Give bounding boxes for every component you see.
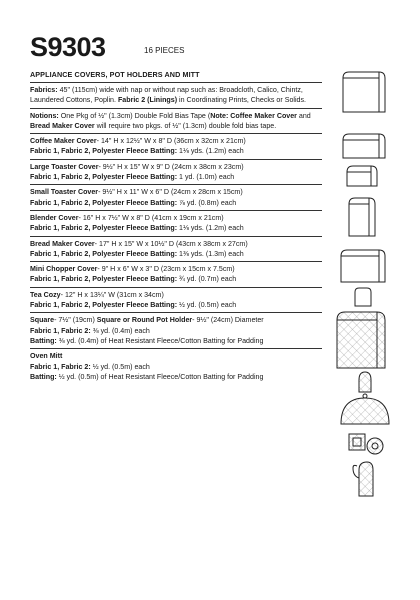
item-yardage: 1⅛ yds. (1.2m) each bbox=[177, 224, 244, 233]
item-fabric-label: Fabric 1, Fabric 2, Polyester Fleece Batting: bbox=[30, 301, 178, 310]
pot-holder-round-illustration bbox=[367, 438, 383, 454]
item-name: Mini Chopper Cover bbox=[30, 265, 98, 274]
item-name: Bread Maker Cover bbox=[30, 239, 95, 248]
item-yardage: ⅜ yd. (0.4m) each bbox=[90, 326, 150, 335]
item-yardage: ½ yd. (0.5m) each bbox=[177, 301, 237, 310]
item-name: Tea Cozy bbox=[30, 290, 61, 299]
oven-mitt-small-illustration bbox=[359, 372, 371, 392]
item-dimensions: - 17" H x 15" W x 10½" D (43cm x 38cm x 27cm) bbox=[94, 239, 248, 248]
item-dimensions: - 14" H x 12½" W x 8" D (36cm x 32cm x 21cm) bbox=[96, 137, 246, 146]
bread-maker-cover-illustration bbox=[341, 250, 385, 282]
item-batting-label: Batting: bbox=[30, 372, 57, 381]
item-fabric-label: Fabric 1, Fabric 2, Polyester Fleece Batting: bbox=[30, 173, 178, 182]
item-batting-label: Batting: bbox=[30, 336, 57, 345]
tea-cozy-illustration bbox=[341, 394, 389, 424]
fabrics-text-2: Laundered Cottons, Poplin. bbox=[30, 96, 118, 105]
item-pot-holders bbox=[30, 313, 322, 349]
item-batting: ½ yd. (0.5m) of Heat Resistant Fleece/Cotton Batting for Padding bbox=[56, 372, 264, 381]
coffee-maker-cover-illustration bbox=[343, 72, 385, 112]
item-fabric-label: Fabric 1, Fabric 2: bbox=[30, 362, 91, 371]
item-fabric-label: Fabric 1, Fabric 2, Polyester Fleece Batting: bbox=[30, 147, 178, 156]
item-dimensions-square: - 7½" (19cm) bbox=[54, 316, 97, 325]
fabrics-text-1: 45" (115cm) wide with nap or without nap such as: Broadcloth, Calico, Chintz, bbox=[57, 86, 303, 94]
pattern-header bbox=[30, 30, 390, 64]
notions-note: Note: Coffee Maker Cover bbox=[210, 111, 297, 120]
item-yardage: 1⅛ yds. (1.2m) each bbox=[177, 147, 244, 156]
fabrics-block bbox=[30, 83, 322, 109]
item-yardage: 1 yd. (1.0m) each bbox=[177, 173, 235, 182]
item-large-toaster-cover bbox=[30, 160, 322, 186]
item-name: Small Toaster Cover bbox=[30, 188, 99, 197]
quilted-cover-illustration bbox=[337, 312, 385, 368]
item-blender-cover bbox=[30, 211, 322, 237]
notions-text-1: One Pkg of ½" (1.3cm) Double Fold Bias Tape ( bbox=[58, 111, 211, 120]
item-yardage: ⅞ yd. (0.8m) each bbox=[177, 198, 237, 207]
mini-chopper-cover-illustration bbox=[355, 288, 371, 306]
item-yardage: ¾ yd. (0.7m) each bbox=[177, 275, 237, 284]
item-oven-mitt bbox=[30, 349, 322, 384]
requirements-section bbox=[30, 70, 322, 384]
large-toaster-cover-illustration bbox=[343, 134, 385, 158]
pattern-subtitle: APPLIANCE COVERS, POT HOLDERS AND MITT bbox=[30, 70, 322, 83]
item-tea-cozy bbox=[30, 288, 322, 314]
notions-text-3: will require two pkgs. of ½" (1.3cm) double fold bias tape. bbox=[94, 121, 277, 130]
notions-text-2: and bbox=[296, 111, 311, 120]
item-name: Oven Mitt bbox=[30, 352, 63, 361]
piece-count: 16 PIECES bbox=[144, 46, 185, 55]
item-dimensions: - 9½" H x 15" W x 9" D (24cm x 38cm x 23cm) bbox=[98, 162, 244, 171]
item-yardage: 1⅜ yds. (1.3m) each bbox=[177, 249, 244, 258]
item-fabric-label: Fabric 1, Fabric 2, Polyester Fleece Batting: bbox=[30, 275, 178, 284]
item-dimensions: - 9" H x 6" W x 3" D (23cm x 15cm x 7.5cm) bbox=[97, 265, 235, 274]
item-name-round: Square or Round Pot Holder bbox=[96, 316, 193, 325]
pot-holder-square-illustration bbox=[349, 434, 365, 450]
pattern-number: S9303 bbox=[30, 32, 106, 62]
item-name: Blender Cover bbox=[30, 213, 79, 222]
item-fabric-label: Fabric 1, Fabric 2, Polyester Fleece Batting: bbox=[30, 249, 178, 258]
item-fabric-label: Fabric 1, Fabric 2, Polyester Fleece Batting: bbox=[30, 198, 178, 207]
fabric-2-linings: Fabric 2 (Linings) bbox=[117, 96, 178, 105]
notions-block bbox=[30, 109, 322, 135]
item-dimensions: - 16" H x 7½" W x 8" D (41cm x 19cm x 21cm) bbox=[78, 213, 224, 222]
item-yardage: ½ yd. (0.5m) each bbox=[90, 362, 150, 371]
item-dimensions-round: - 9½" (24cm) Diameter bbox=[192, 316, 264, 325]
item-mini-chopper-cover bbox=[30, 262, 322, 288]
item-dimensions: - 12" H x 13¼" W (31cm x 34cm) bbox=[60, 290, 164, 299]
fabrics-text-3: in Coordinating Prints, Checks or Solids. bbox=[177, 96, 307, 105]
fabrics-label: Fabrics: bbox=[30, 86, 58, 94]
oven-mitt-illustration bbox=[353, 462, 373, 496]
small-toaster-cover-illustration bbox=[347, 166, 377, 186]
item-dimensions: - 9½" H x 11" W x 6" D (24cm x 28cm x 15cm) bbox=[98, 188, 243, 197]
item-name-square: Square bbox=[30, 316, 55, 325]
item-fabric-label: Fabric 1, Fabric 2, Polyester Fleece Batting: bbox=[30, 224, 178, 233]
illustrations-column bbox=[327, 66, 397, 506]
notions-bread-maker: Bread Maker Cover bbox=[30, 121, 95, 130]
item-batting: ⅜ yd. (0.4m) of Heat Resistant Fleece/Cotton Batting for Padding bbox=[56, 336, 264, 345]
item-fabric-label: Fabric 1, Fabric 2: bbox=[30, 326, 91, 335]
item-name: Coffee Maker Cover bbox=[30, 137, 97, 146]
item-bread-maker-cover bbox=[30, 237, 322, 263]
notions-label: Notions: bbox=[30, 111, 59, 120]
item-name: Large Toaster Cover bbox=[30, 162, 99, 171]
blender-cover-illustration bbox=[349, 198, 375, 236]
item-coffee-maker-cover bbox=[30, 134, 322, 160]
item-small-toaster-cover bbox=[30, 185, 322, 211]
